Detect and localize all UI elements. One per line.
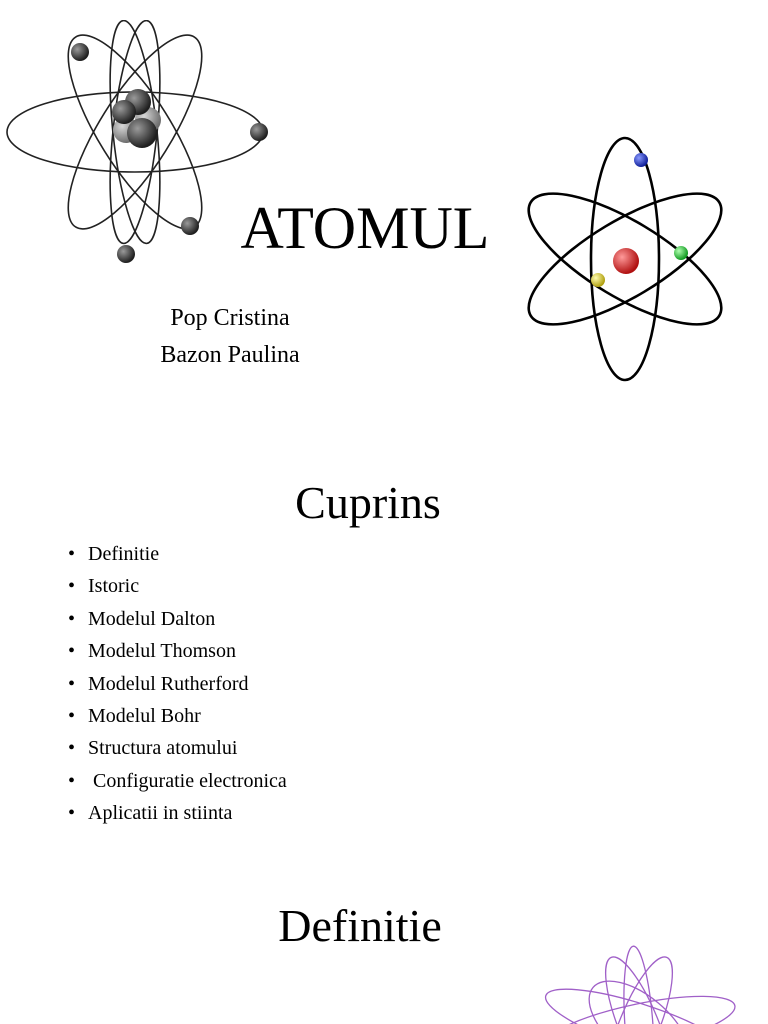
definition-slide — [0, 880, 768, 1024]
list-item — [68, 603, 287, 635]
definition-title: Definitie — [278, 900, 442, 951]
list-item-label: Modelul Rutherford — [88, 672, 249, 695]
list-item — [68, 700, 287, 732]
contents-slide — [0, 452, 768, 872]
bullet-icon: • — [68, 802, 76, 825]
list-item-label: Istoric — [88, 575, 140, 598]
list-item-label: Configuratie electronica — [88, 769, 287, 792]
list-item — [68, 797, 287, 829]
list-item — [68, 668, 287, 700]
author-list — [100, 300, 360, 374]
list-item-label: Modelul Dalton — [88, 607, 216, 630]
list-item-label: Modelul Thomson — [88, 640, 236, 663]
contents-list — [68, 538, 287, 830]
bullet-icon: • — [68, 672, 76, 695]
bullet-icon: • — [68, 640, 76, 663]
bullet-icon: • — [68, 737, 76, 760]
atom-model-color-icon — [524, 132, 726, 384]
bullet-icon: • — [68, 575, 76, 598]
bullet-icon: • — [68, 704, 76, 727]
title-slide — [0, 0, 768, 420]
bullet-icon: • — [68, 543, 76, 565]
bullet-icon: • — [68, 769, 76, 792]
atom-outline-purple-icon — [514, 936, 764, 1024]
list-item — [68, 570, 287, 602]
list-item — [68, 765, 287, 797]
author-name: Pop Cristina — [170, 305, 290, 331]
list-item — [68, 635, 287, 667]
contents-title: Cuprins — [295, 477, 441, 528]
list-item-label: Structura atomului — [88, 737, 238, 760]
bullet-icon: • — [68, 607, 76, 630]
presentation-title: ATOMUL — [240, 195, 490, 261]
list-item-label: Aplicatii in stiinta — [88, 802, 233, 825]
list-item-label: Definitie — [88, 543, 160, 565]
author-name: Bazon Paulina — [160, 342, 300, 368]
list-item — [68, 732, 287, 764]
list-item — [68, 538, 287, 570]
list-item-label: Modelul Bohr — [88, 704, 201, 727]
